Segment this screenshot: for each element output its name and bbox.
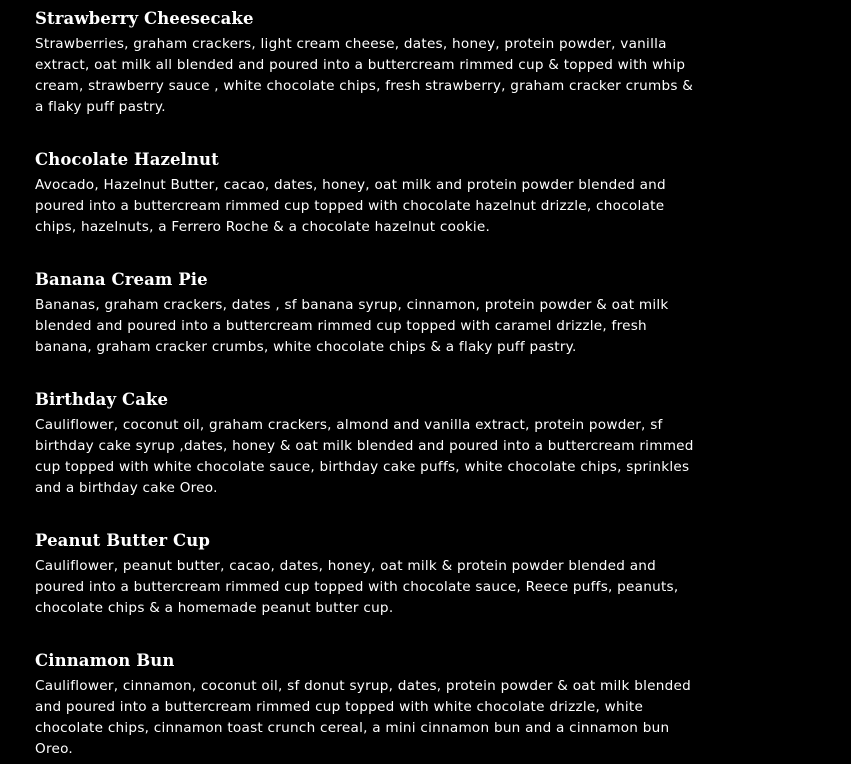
menu-item-title: Chocolate Hazelnut xyxy=(35,150,219,169)
menu-item-description: Cauliflower, cinnamon, coconut oil, sf donut syrup, dates, protein powder & oat milk blended and poured into a buttercream rimmed cup topped with white chocolate drizzle, white chocolate chips, cinnamon toast crunch cereal, a mini cinnamon bun and a cinnamon bun Oreo. xyxy=(35,678,692,757)
menu-item-description: Cauliflower, coconut oil, graham crackers, almond and vanilla extract, protein powder, sf birthday cake syrup ,dates, honey & oat milk blended and poured into a buttercream rimmed cup topped with white chocolate sauce, birthday cake puffs, white chocolate chips, sprinkles and a birthday cake Oreo. xyxy=(35,417,694,496)
menu-item-strawberry-cheesecake xyxy=(35,8,697,118)
menu-item-description: Strawberries, graham crackers, light cream cheese, dates, honey, protein powder, vanilla extract, oat milk all blended and poured into a buttercream rimmed cup & topped with whip cream, strawberry sauce , white chocolate chips, fresh strawberry, graham cracker crumbs & a flaky puff pastry. xyxy=(35,36,694,115)
menu-item-banana-cream-pie xyxy=(35,269,697,358)
menu-item-title: Peanut Butter Cup xyxy=(35,531,210,550)
menu-item-description: Avocado, Hazelnut Butter, cacao, dates, honey, oat milk and protein powder blended and poured into a buttercream rimmed cup topped with chocolate hazelnut drizzle, chocolate chips, hazelnuts, a Ferrero Roche & a chocolate hazelnut cookie. xyxy=(35,177,666,235)
menu-item-peanut-butter-cup xyxy=(35,530,697,619)
menu-item-title: Birthday Cake xyxy=(35,390,169,409)
menu-item-description: Bananas, graham crackers, dates , sf banana syrup, cinnamon, protein powder & oat milk blended and poured into a buttercream rimmed cup topped with caramel drizzle, fresh banana, graham cracker crumbs, white chocolate chips & a flaky puff pastry. xyxy=(35,297,669,355)
menu-item-birthday-cake xyxy=(35,389,697,499)
menu-item-title: Strawberry Cheesecake xyxy=(35,9,254,28)
menu-item-title: Cinnamon Bun xyxy=(35,651,175,670)
menu-item-title: Banana Cream Pie xyxy=(35,270,208,289)
menu-item-chocolate-hazelnut xyxy=(35,149,697,238)
menu-item-description: Cauliflower, peanut butter, cacao, dates, honey, oat milk & protein powder blended and poured into a buttercream rimmed cup topped with chocolate sauce, Reece puffs, peanuts, chocolate chips & a homemade peanut butter cup. xyxy=(35,558,679,616)
menu-item-cinnamon-bun xyxy=(35,650,697,760)
